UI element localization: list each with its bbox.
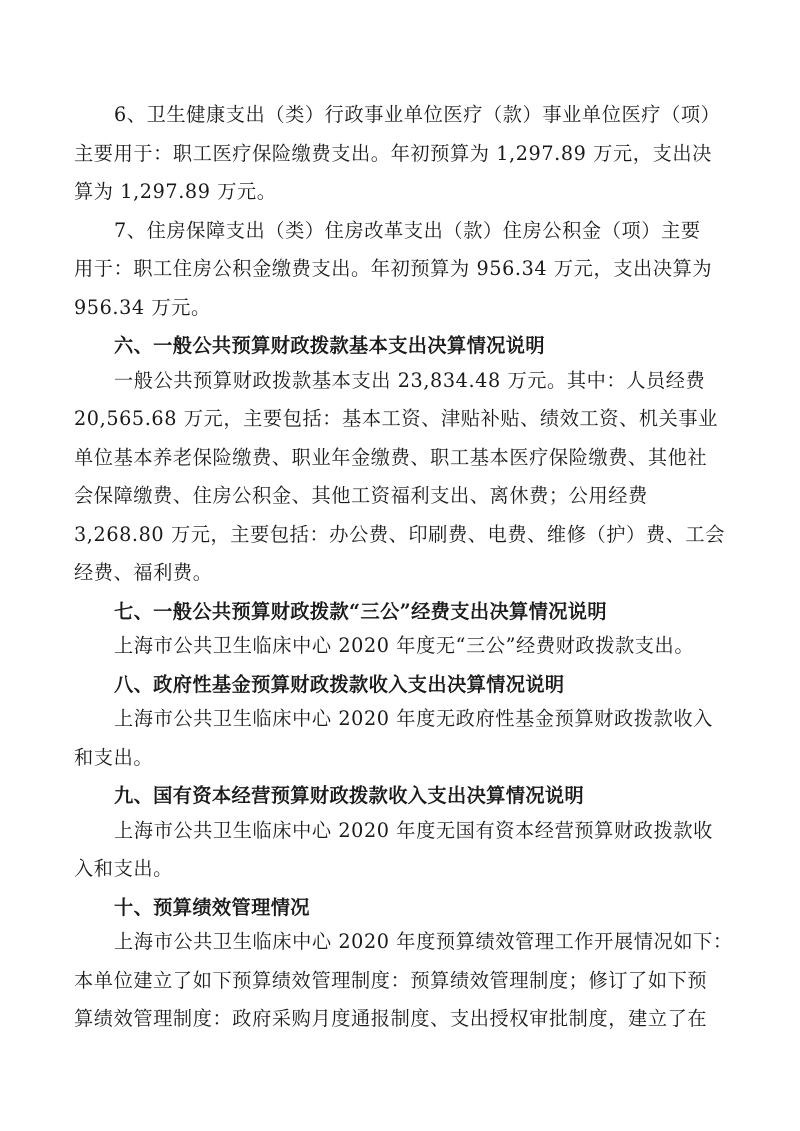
paragraph-item-7 [74,212,714,328]
section-line: 入和支出。 [74,857,173,880]
section-line: 上海市公共卫生临床中心 2020 年度无政府性基金预算财政拨款收入 [114,707,713,730]
section-line: 单位基本养老保险缴费、职业年金缴费、职工基本医疗保险缴费、其他社 [74,445,708,469]
paragraph-line: 956.34 万元。 [74,295,211,319]
section-heading: 七、一般公共预算财政拨款“三公”经费支出决算情况说明 [114,599,607,623]
paragraph-line: 6、卫生健康支出（类）行政事业单位医疗（款）事业单位医疗（项） [114,103,721,126]
paragraph-line: 用于：职工住房公积金缴费支出。年初预算为 956.34 万元，支出决算为 [74,257,713,280]
section-line: 本单位建立了如下预算绩效管理制度：预算绩效管理制度；修订了如下预 [74,968,708,992]
paragraph-item-6 [74,96,721,212]
section-line: 3,268.80 万元，主要包括：办公费、印刷费、电费、维修（护）费、工会 [74,522,725,546]
document-page [74,96,733,1039]
section-heading: 九、国有资本经营预算财政拨款收入支出决算情况说明 [114,784,585,807]
section-line: 经费、福利费。 [74,561,213,584]
section-heading: 十、预算绩效管理情况 [114,895,310,919]
section-10 [74,893,733,1039]
section-9 [74,781,714,889]
paragraph-line: 算为 1,297.89 万元。 [74,180,277,203]
section-line: 20,565.68 万元，主要包括：基本工资、津贴补贴、绩效工资、机关事业 [74,407,719,430]
section-line: 会保障缴费、住房公积金、其他工资福利支出、离休费；公用经费 [74,484,648,507]
section-heading: 六、一般公共预算财政拨款基本支出决算情况说明 [114,334,545,357]
section-line: 一般公共预算财政拨款基本支出 23,834.48 万元。其中：人员经费 [114,368,706,392]
section-6 [74,331,725,593]
section-line: 上海市公共卫生临床中心 2020 年度无“三公”经费财政拨款支出。 [114,634,695,657]
paragraph-line: 主要用于：职工医疗保险缴费支出。年初预算为 1,297.89 万元，支出决 [74,141,712,165]
section-line: 上海市公共卫生临床中心 2020 年度无国有资本经营预算财政拨款收 [114,818,713,842]
paragraph-line: 7、住房保障支出（类）住房改革支出（款）住房公积金（项）主要 [114,218,701,242]
section-7 [74,597,714,666]
section-heading: 八、政府性基金预算财政拨款收入支出决算情况说明 [114,672,565,696]
section-line: 上海市公共卫生临床中心 2020 年度预算绩效管理工作开展情况如下： [114,930,733,953]
section-line: 算绩效管理制度：政府采购月度通报制度、支出授权审批制度，建立了在 [74,1007,708,1030]
section-line: 和支出。 [74,745,154,769]
section-8 [74,670,714,778]
